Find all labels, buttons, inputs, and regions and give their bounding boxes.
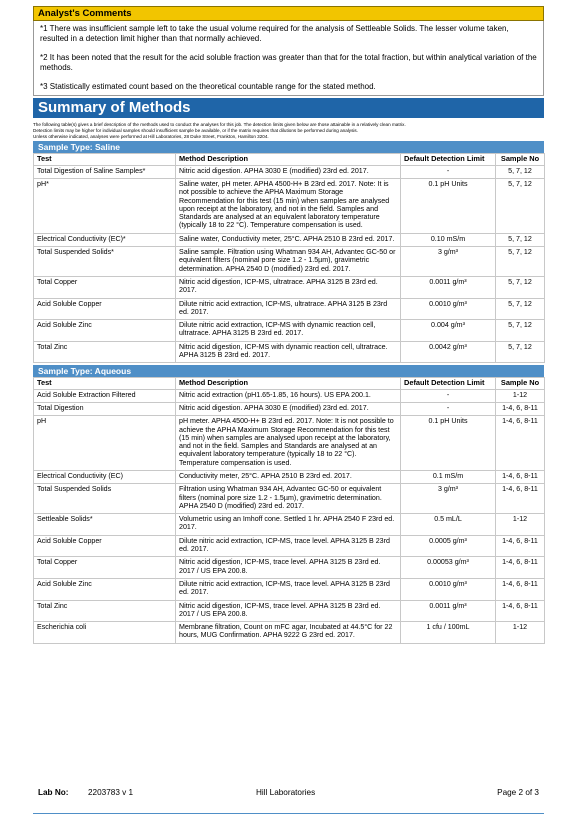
table-row <box>34 320 545 342</box>
column-header-test: Test <box>34 378 176 389</box>
test-cell: Total Digestion <box>34 402 176 415</box>
sample-cell: 1-12 <box>496 622 545 644</box>
limit-cell: 0.0010 g/m³ <box>401 578 496 600</box>
table-row <box>34 535 545 557</box>
limit-cell: 3 g/m³ <box>401 484 496 514</box>
column-header-method: Method Description <box>176 378 401 389</box>
table-row <box>34 341 545 363</box>
summary-intro <box>33 122 544 139</box>
method-cell: Filtration using Whatman 934 AH, Advantec GC-50 or equivalent filters (nominal pore size 1.2 - 1.5µm), gravimetric determination. APHA 2540 D (modified) 23rd ed. 2017. <box>176 484 401 514</box>
method-cell: Dilute nitric acid extraction, ICP-MS with dynamic reaction cell, ultratrace. APHA 3125 B 23rd ed. 2017. <box>176 320 401 342</box>
limit-cell: 0.5 mL/L <box>401 514 496 536</box>
method-cell: Volumetric using an Imhoff cone. Settled 1 hr. APHA 2540 F 23rd ed. 2017. <box>176 514 401 536</box>
comment-2 <box>40 53 537 73</box>
test-cell: Acid Soluble Copper <box>34 298 176 320</box>
method-cell: Nitric acid digestion, ICP-MS, trace level. APHA 3125 B 23rd ed. 2017 / US EPA 200.8. <box>176 600 401 622</box>
method-cell: Nitric acid digestion, ICP-MS, ultratrace. APHA 3125 B 23rd ed. 2017. <box>176 276 401 298</box>
sample-cell: 1-4, 6, 8-11 <box>496 557 545 579</box>
limit-cell: 0.0011 g/m³ <box>401 600 496 622</box>
test-cell: Settleable Solids* <box>34 514 176 536</box>
comment-2-text: It has been noted that the result for the acid soluble fraction was greater than that for the total fraction, but within analytical variation of the methods. <box>40 53 537 72</box>
section-header: Sample Type: Aqueous <box>33 365 544 377</box>
table-header-row <box>34 154 545 165</box>
footer-divider <box>33 813 544 814</box>
test-cell: Electrical Conductivity (EC) <box>34 471 176 484</box>
sample-cell: 5, 7, 12 <box>496 233 545 246</box>
table-row <box>34 471 545 484</box>
footnote-mark-2: *2 <box>40 53 48 62</box>
test-cell: Total Suspended Solids <box>34 484 176 514</box>
limit-cell: 0.1 mS/m <box>401 471 496 484</box>
comment-3 <box>40 82 537 92</box>
method-cell: pH meter. APHA 4500-H+ B 23rd ed. 2017. Note: It is not possible to achieve the APHA Maximum Storage Recommendation for this test (15 min) when samples are analysed upon receipt at the laboratory, and not in the field. Samples and Standards are analysed at an equivalent laboratory temperature (typically 18 to 22 °C). Temperature compensation is used. <box>176 416 401 471</box>
sample-cell: 1-12 <box>496 514 545 536</box>
methods-table <box>33 377 545 643</box>
sample-cell: 1-4, 6, 8-11 <box>496 402 545 415</box>
summary-of-methods-title: Summary of Methods <box>33 98 544 118</box>
limit-cell: 3 g/m³ <box>401 247 496 277</box>
method-cell: Membrane filtration, Count on mFC agar, Incubated at 44.5°C for 22 hours, MUG Confirmation. APHA 9222 G 23rd ed. 2017. <box>176 622 401 644</box>
footnote-mark-1: *1 <box>40 24 48 33</box>
sample-cell: 1-4, 6, 8-11 <box>496 578 545 600</box>
column-header-limit: Default Detection Limit <box>401 378 496 389</box>
test-cell: Acid Soluble Zinc <box>34 320 176 342</box>
sample-cell: 5, 7, 12 <box>496 320 545 342</box>
analyst-comments-header: Analyst's Comments <box>33 6 544 21</box>
sample-cell: 1-4, 6, 8-11 <box>496 471 545 484</box>
table-row <box>34 416 545 471</box>
table-header-row <box>34 378 545 389</box>
sample-cell: 5, 7, 12 <box>496 341 545 363</box>
method-cell: Dilute nitric acid extraction, ICP-MS, ultratrace. APHA 3125 B 23rd ed. 2017. <box>176 298 401 320</box>
company-name: Hill Laboratories <box>256 788 316 797</box>
limit-cell: 0.004 g/m³ <box>401 320 496 342</box>
method-sections <box>33 141 544 643</box>
sample-cell: 1-12 <box>496 389 545 402</box>
limit-cell: 0.0010 g/m³ <box>401 298 496 320</box>
sample-cell: 5, 7, 12 <box>496 165 545 178</box>
analyst-comments-body <box>33 21 544 96</box>
limit-cell: 0.10 mS/m <box>401 233 496 246</box>
intro-line-2: Detection limits may be higher for individual samples should insufficient sample be available, or if the matrix requires that dilutions be performed during analysis. <box>33 127 358 133</box>
limit-cell: 0.0042 g/m³ <box>401 341 496 363</box>
column-header-limit: Default Detection Limit <box>401 154 496 165</box>
test-cell: Total Zinc <box>34 341 176 363</box>
limit-cell: - <box>401 389 496 402</box>
sample-cell: 5, 7, 12 <box>496 178 545 233</box>
comment-3-text: Statistically estimated count based on the theoretical countable range for the stated method. <box>49 82 376 91</box>
test-cell: Total Copper <box>34 276 176 298</box>
table-row <box>34 298 545 320</box>
table-row <box>34 276 545 298</box>
table-row <box>34 402 545 415</box>
limit-cell: - <box>401 402 496 415</box>
column-header-test: Test <box>34 154 176 165</box>
test-cell: Acid Soluble Zinc <box>34 578 176 600</box>
table-row <box>34 514 545 536</box>
report-page <box>33 6 544 644</box>
sample-cell: 5, 7, 12 <box>496 276 545 298</box>
method-cell: Saline water, Conductivity meter, 25°C. APHA 2510 B 23rd ed. 2017. <box>176 233 401 246</box>
limit-cell: - <box>401 165 496 178</box>
table-row <box>34 165 545 178</box>
table-row <box>34 178 545 233</box>
table-row <box>34 622 545 644</box>
table-row <box>34 233 545 246</box>
method-cell: Nitric acid digestion, ICP-MS, trace level. APHA 3125 B 23rd ed. 2017 / US EPA 200.8. <box>176 557 401 579</box>
limit-cell: 0.0011 g/m³ <box>401 276 496 298</box>
comment-1 <box>40 24 537 44</box>
test-cell: pH <box>34 416 176 471</box>
sample-cell: 1-4, 6, 8-11 <box>496 535 545 557</box>
limit-cell: 0.00053 g/m³ <box>401 557 496 579</box>
method-cell: Conductivity meter, 25°C. APHA 2510 B 23rd ed. 2017. <box>176 471 401 484</box>
methods-table <box>33 153 545 363</box>
limit-cell: 1 cfu / 100mL <box>401 622 496 644</box>
sample-cell: 1-4, 6, 8-11 <box>496 600 545 622</box>
method-cell: Nitric acid digestion. APHA 3030 E (modified) 23rd ed. 2017. <box>176 165 401 178</box>
test-cell: Escherichia coli <box>34 622 176 644</box>
table-row <box>34 389 545 402</box>
test-cell: Electrical Conductivity (EC)* <box>34 233 176 246</box>
lab-no-value: 2203783 v 1 <box>88 788 134 797</box>
test-cell: Acid Soluble Copper <box>34 535 176 557</box>
test-cell: Total Suspended Solids* <box>34 247 176 277</box>
sample-cell: 1-4, 6, 8-11 <box>496 484 545 514</box>
method-cell: Saline sample. Filtration using Whatman 934 AH, Advantec GC-50 or equivalent filters (nominal pore size 1.2 - 1.5µm), gravimetric determination. APHA 2540 D (modified) 23rd ed. 2017. <box>176 247 401 277</box>
limit-cell: 0.0005 g/m³ <box>401 535 496 557</box>
test-cell: Acid Soluble Extraction Filtered <box>34 389 176 402</box>
method-cell: Nitric acid extraction (pH1.65-1.85, 16 hours). US EPA 200.1. <box>176 389 401 402</box>
method-cell: Nitric acid digestion, ICP-MS with dynamic reaction cell, ultratrace. APHA 3125 B 23rd ed. 2017. <box>176 341 401 363</box>
table-row <box>34 247 545 277</box>
method-cell: Dilute nitric acid extraction, ICP-MS, trace level. APHA 3125 B 23rd ed. 2017. <box>176 578 401 600</box>
page-number: Page 2 of 3 <box>497 788 539 797</box>
sample-cell: 5, 7, 12 <box>496 247 545 277</box>
footnote-mark-3: *3 <box>40 82 48 91</box>
table-row <box>34 484 545 514</box>
sample-cell: 5, 7, 12 <box>496 298 545 320</box>
limit-cell: 0.1 pH Units <box>401 416 496 471</box>
lab-no-label: Lab No: <box>38 788 69 797</box>
method-cell: Dilute nitric acid extraction, ICP-MS, trace level. APHA 3125 B 23rd ed. 2017. <box>176 535 401 557</box>
test-cell: Total Zinc <box>34 600 176 622</box>
intro-line-1: The following table(s) gives a brief description of the methods used to conduct the analyses for this job. The detection limits given below are those attainable in a relatively clean matrix. <box>33 122 406 127</box>
intro-line-3: Unless otherwise indicated, analyses were performed at Hill Laboratories, 28 Duke Street, Frankton, Hamilton 3204. <box>33 133 269 139</box>
table-row <box>34 557 545 579</box>
method-cell: Nitric acid digestion. APHA 3030 E (modified) 23rd ed. 2017. <box>176 402 401 415</box>
method-cell: Saline water, pH meter. APHA 4500-H+ B 23rd ed. 2017. Note: It is not possible to achieve the APHA Maximum Storage Recommendation for this test (15 min) when samples are analysed upon receipt at the laboratory, and not in the field. Samples and Standards are analysed at an equivalent laboratory temperature (typically 18 to 22 °C). Temperature compensation is used. <box>176 178 401 233</box>
table-row <box>34 578 545 600</box>
column-header-sample: Sample No <box>496 378 545 389</box>
test-cell: Total Copper <box>34 557 176 579</box>
test-cell: pH* <box>34 178 176 233</box>
table-row <box>34 600 545 622</box>
column-header-method: Method Description <box>176 154 401 165</box>
sample-cell: 1-4, 6, 8-11 <box>496 416 545 471</box>
section-header: Sample Type: Saline <box>33 141 544 153</box>
test-cell: Total Digestion of Saline Samples* <box>34 165 176 178</box>
comment-1-text: There was insufficient sample left to take the usual volume required for the analysis of Settleable Solids. The lesser volume taken, resulted in a detection limit higher than that normally achieved. <box>40 24 509 43</box>
limit-cell: 0.1 pH Units <box>401 178 496 233</box>
column-header-sample: Sample No <box>496 154 545 165</box>
